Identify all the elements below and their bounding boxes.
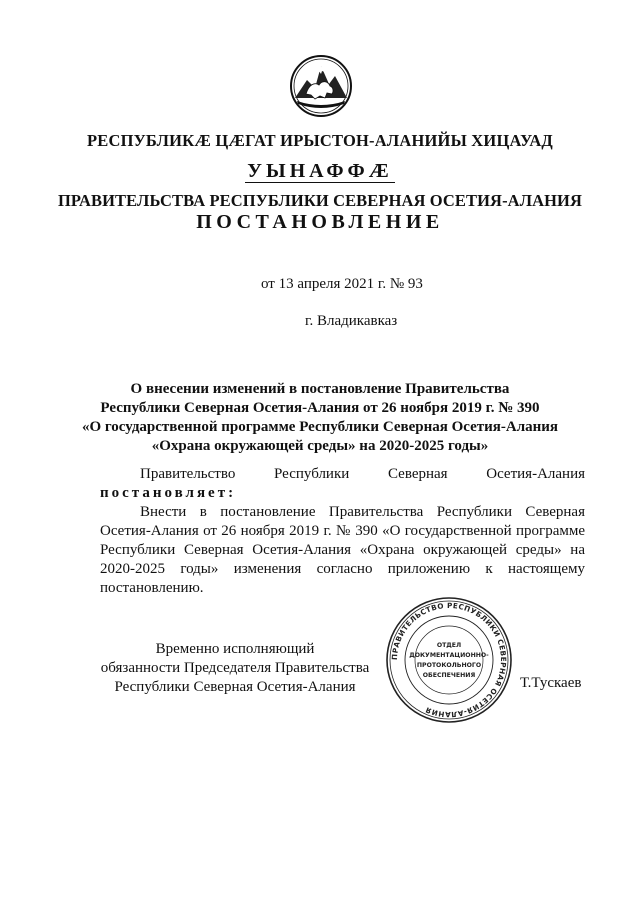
svg-text:ПРАВИТЕЛЬСТВО РЕСПУБЛИКИ СЕВЕР: ПРАВИТЕЛЬСТВО РЕСПУБЛИКИ СЕВЕРНАЯ ОСЕТИЯ-АЛАНИЯ	[389, 600, 509, 720]
signatory-name: Т.Тускаев	[520, 675, 582, 691]
document-city: г. Владикавказ	[305, 313, 398, 329]
header-ossetian-government: РЕСПУБЛИКÆ ЦÆГАТ ИРЫСТОН-АЛАНИЙЫ ХИЦАУАД	[86, 131, 553, 150]
decree-word: постановляет:	[100, 485, 237, 501]
intro-line: Правительство Республики Северная Осетия-Алания	[140, 466, 585, 482]
document-subject-title: О внесении изменений в постановление Правительства Республики Северная Осетия-Алания от 26 ноября 2019 г. № 390 «О государственной программе Республики Северная Осетия-Алания «Охрана окружающей среды» на 2020-2025 годы»	[81, 381, 559, 454]
document-body: Правительство Республики Северная Осетия-Алания постановляет: Внести в постановление Правительства Республики Северная Осетия-Алания от 26 ноября 2019 г. № 390 «О государственной программе Республики Северная Осетия-Алания «Охрана окружающей среды» на 2020-2025 годы» изменения согласно приложению к настоящему постановлению.	[100, 466, 585, 596]
document-type-title: ПОСТАНОВЛЕНИЕ	[196, 211, 444, 233]
official-seal-stamp	[384, 595, 514, 725]
svg-text:ПРОТОКОЛЬНОГО: ПРОТОКОЛЬНОГО	[416, 662, 482, 669]
svg-text:ОБЕСПЕЧЕНИЯ: ОБЕСПЕЧЕНИЯ	[422, 672, 476, 679]
header-ossetian-resolution: УЫНАФФÆ	[247, 160, 393, 182]
header-government-name: ПРАВИТЕЛЬСТВА РЕСПУБЛИКИ СЕВЕРНАЯ ОСЕТИЯ-АЛАНИЯ	[58, 191, 582, 210]
svg-text:ДОКУМЕНТАЦИОННО-: ДОКУМЕНТАЦИОННО-	[409, 652, 489, 659]
signatory-title: Временно исполняющий обязанности Председателя Правительства Республики Северная Осетия-Алания	[100, 641, 370, 695]
coat-of-arms-emblem	[289, 54, 353, 118]
svg-text:ОТДЕЛ: ОТДЕЛ	[436, 642, 462, 649]
document-date-number: от 13 апреля 2021 г. № 93	[261, 276, 423, 292]
